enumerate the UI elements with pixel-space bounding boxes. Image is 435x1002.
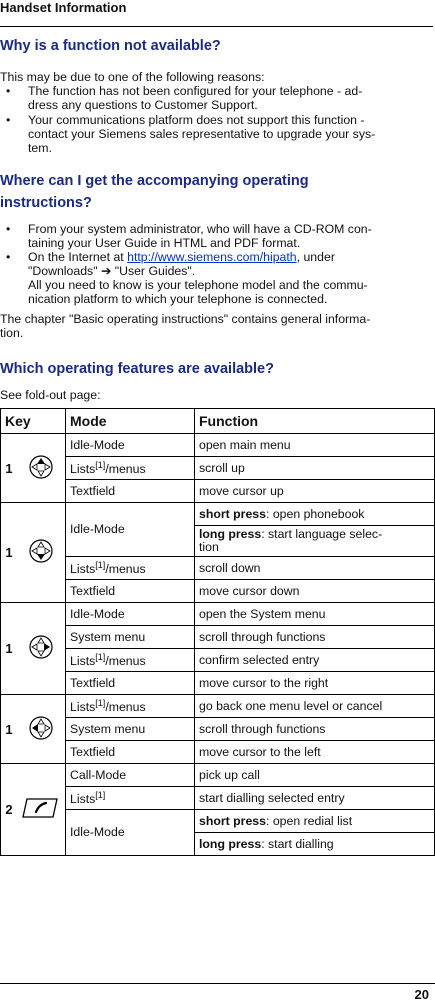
table-row: Textfield move cursor down — [1, 580, 435, 603]
table-row: 1 Idle-Mode open the System menu — [1, 603, 435, 626]
hipath-link[interactable]: http://www.siemens.com/hipath — [127, 250, 297, 264]
table-row: 1 Idle-Mode short press: open phonebook — [1, 503, 435, 526]
table-row: Lists[1]/menus confirm selected entry — [1, 649, 435, 672]
chapter-note: The chapter "Basic operating instructions" contains general informa- tion. — [0, 312, 371, 340]
col-mode: Mode — [66, 409, 195, 434]
col-key: Key — [1, 409, 66, 434]
col-function: Function — [195, 409, 435, 434]
table-row: Idle-Mode short press: open redial list — [1, 810, 435, 833]
function-table — [0, 408, 435, 856]
key-number: 2 — [1, 764, 18, 856]
nav-down-icon — [17, 503, 66, 603]
nav-up-icon — [17, 434, 66, 503]
table-row: Lists[1]/menus scroll down — [1, 557, 435, 580]
table-row: System menu scroll through functions — [1, 718, 435, 741]
table-row: Textfield move cursor up — [1, 480, 435, 503]
page-footer — [0, 983, 435, 1002]
nav-left-icon — [17, 695, 66, 764]
key-number: 1 — [1, 434, 18, 503]
call-key-icon — [17, 764, 66, 856]
foldout-text: See fold-out page: — [0, 388, 101, 402]
page-number: 20 — [414, 987, 429, 1002]
key-number: 1 — [1, 695, 18, 764]
key-number: 1 — [1, 503, 18, 603]
table-header-row — [1, 409, 435, 434]
table-row: long press: start language selec- tion — [1, 526, 435, 557]
table-row: long press: start dialling — [1, 833, 435, 856]
header-title: Handset Information — [0, 0, 127, 15]
table-row: System menu scroll through functions — [1, 626, 435, 649]
table-row: Lists[1]/menus scroll up — [1, 457, 435, 480]
table-row: Textfield move cursor to the left — [1, 741, 435, 764]
nav-right-icon — [17, 603, 66, 695]
key-number: 1 — [1, 603, 18, 695]
section-title-instructions: Where can I get the accompanying operating instructions? — [0, 173, 309, 211]
page-header — [0, 0, 433, 27]
table-row: Textfield move cursor to the right — [1, 672, 435, 695]
table-row: 1 Lists[1]/menus go back one menu level or cancel — [1, 695, 435, 718]
table-row: 2 Call-Mode pick up call — [1, 764, 435, 787]
table-row: Lists[1] start dialling selected entry — [1, 787, 435, 810]
section-title-unavailable: Why is a function not available? — [0, 38, 221, 54]
intro-text: This may be due to one of the following reasons: — [0, 70, 265, 84]
table-row: 1 Idle-Mode open main menu — [1, 434, 435, 457]
section-title-features: Which operating features are available? — [0, 361, 274, 377]
